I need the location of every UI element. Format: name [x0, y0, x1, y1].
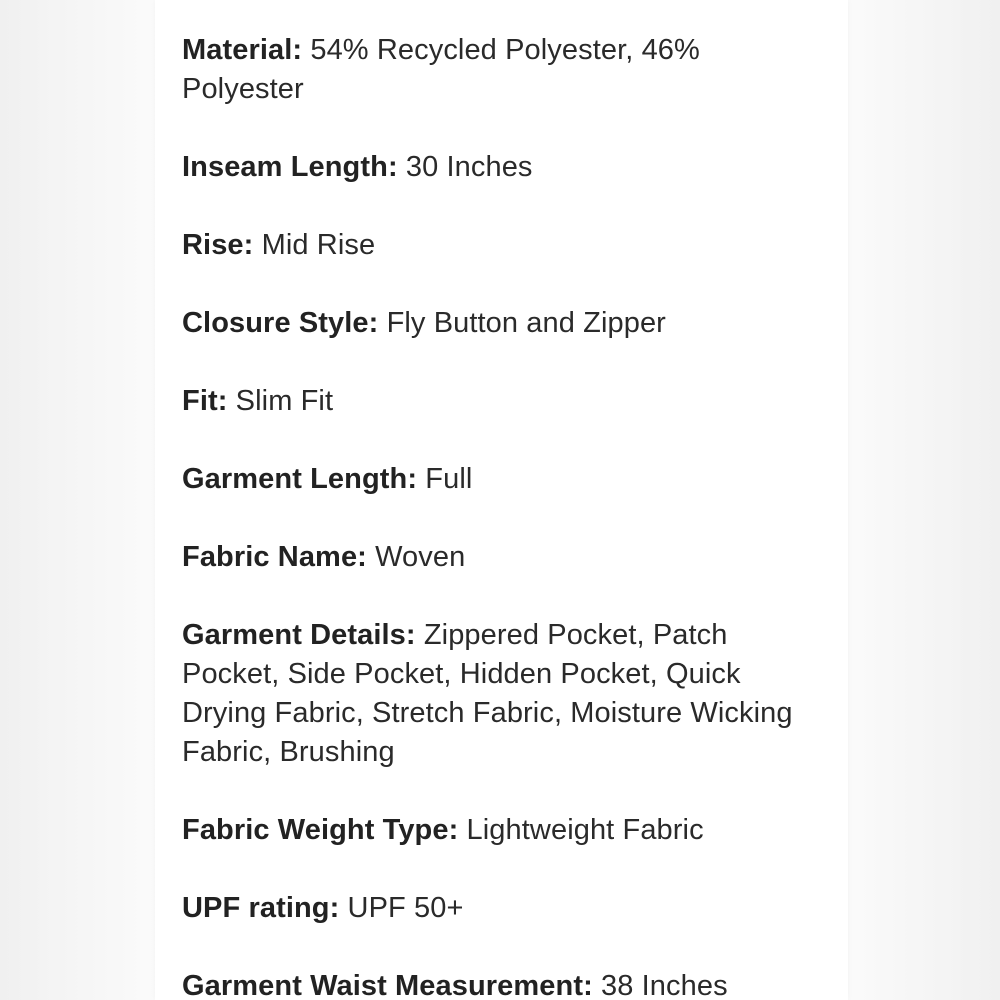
spec-label: Garment Waist Measurement:	[182, 970, 593, 1000]
spec-value: UPF 50+	[347, 892, 464, 924]
spec-garment-details	[182, 616, 822, 772]
spec-value: 30 Inches	[405, 151, 533, 183]
spec-label: Material:	[182, 34, 303, 66]
product-specs-panel	[155, 0, 848, 1000]
spec-garment-length	[182, 460, 822, 499]
spec-value: Mid Rise	[261, 229, 376, 261]
spec-label: Fabric Weight Type:	[182, 814, 459, 846]
spec-value: Fly Button and Zipper	[386, 307, 666, 339]
spec-label: Rise:	[182, 229, 254, 261]
spec-value: Woven	[375, 541, 466, 573]
spec-fit	[182, 382, 822, 421]
spec-value: Lightweight Fabric	[466, 814, 704, 846]
spec-fabric-weight-type	[182, 811, 822, 850]
spec-label: UPF rating:	[182, 892, 340, 924]
specs-list	[182, 0, 822, 1000]
spec-label: Garment Details:	[182, 619, 416, 651]
spec-label: Closure Style:	[182, 307, 379, 339]
spec-value: Full	[425, 463, 473, 495]
spec-label: Garment Length:	[182, 463, 418, 495]
spec-value: 38 Inches	[601, 970, 728, 1000]
spec-label: Fit:	[182, 385, 228, 417]
spec-rise	[182, 226, 822, 265]
spec-upf-rating	[182, 889, 822, 928]
spec-value: Slim Fit	[235, 385, 334, 417]
spec-label: Fabric Name:	[182, 541, 367, 573]
spec-value: 54% Recycled Polyester, 46% Polyester	[182, 34, 700, 105]
spec-fabric-name	[182, 538, 822, 577]
spec-value: Zippered Pocket, Patch Pocket, Side Pocket, Hidden Pocket, Quick Drying Fabric, Stretch Fabric, Moisture Wicking Fabric, Brushing	[182, 619, 793, 768]
spec-inseam-length	[182, 148, 822, 187]
spec-garment-waist-measurement	[182, 967, 822, 1000]
spec-closure-style	[182, 304, 822, 343]
spec-material	[182, 31, 822, 109]
spec-label: Inseam Length:	[182, 151, 398, 183]
